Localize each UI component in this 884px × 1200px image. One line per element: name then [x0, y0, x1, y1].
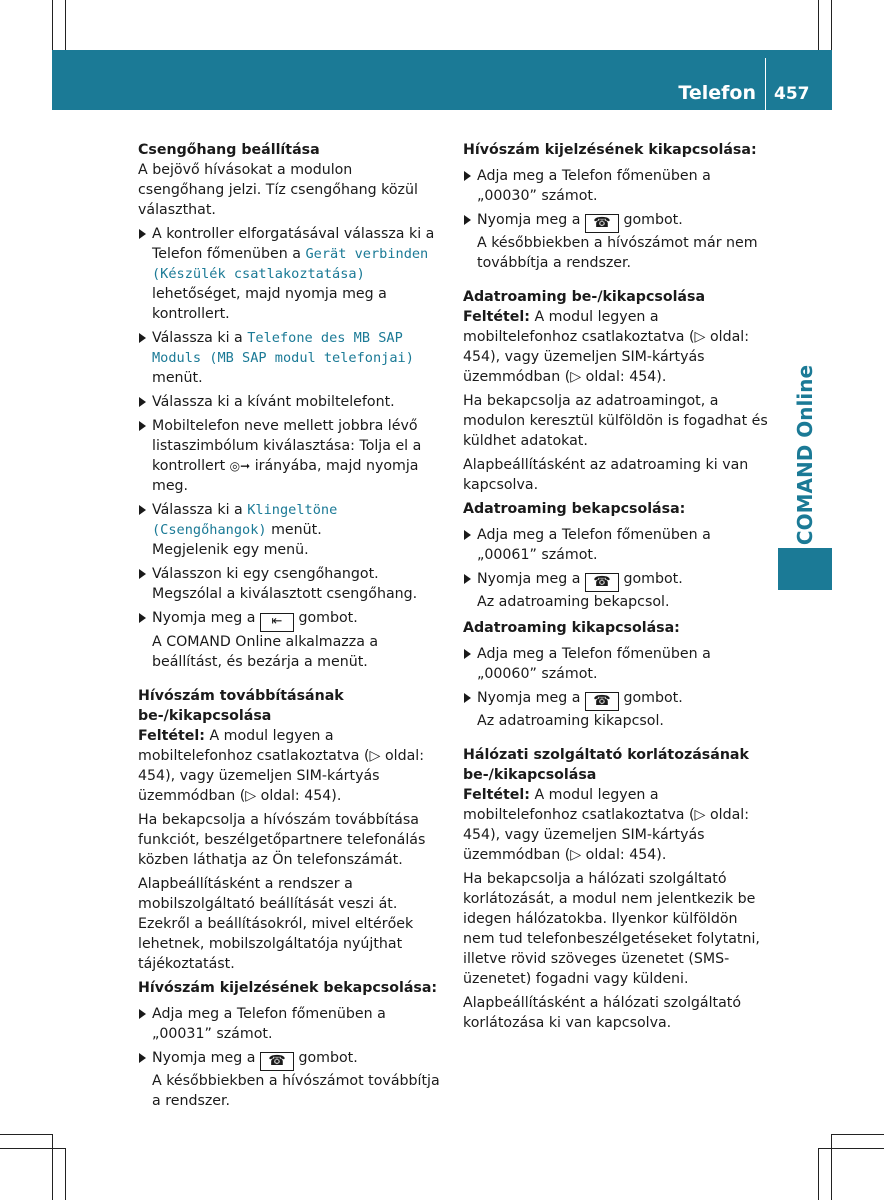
section-heading: Csengőhang beállítása	[138, 142, 320, 158]
instruction-step	[138, 416, 442, 496]
crop-mark	[818, 1148, 884, 1149]
phone-hook-icon: ☎	[585, 573, 619, 592]
crop-mark	[65, 0, 66, 50]
crop-mark	[0, 1134, 52, 1135]
paragraph	[463, 307, 769, 387]
section-heading: Adatroaming be-/kikapcsolása	[463, 289, 706, 305]
paragraph: A bejövő hívásokat a modulon csengőhang jelzi. Tíz csengőhang közül választhat.	[138, 162, 418, 218]
chapter-title: Telefon	[678, 82, 756, 104]
step-text: irányába, majd nyomja meg.	[152, 458, 419, 494]
crop-mark	[52, 0, 53, 50]
requirement-label: Feltétel:	[138, 728, 205, 744]
step-text: Válassza ki a	[152, 330, 243, 346]
step-text: Nyomja meg a	[477, 571, 581, 587]
left-column	[138, 140, 442, 1113]
menu-item-code: Klingeltöne (Csengőhangok)	[152, 502, 338, 538]
instruction-step	[463, 166, 769, 206]
instruction-step	[138, 1004, 442, 1044]
instruction-step	[463, 210, 769, 273]
side-chapter-tab	[778, 548, 832, 590]
crop-mark	[831, 0, 832, 50]
section-heading: Hívószám továbbításának be-/kikapcsolása	[138, 688, 344, 724]
step-text: gombot.	[623, 212, 683, 228]
step-text: Adja meg a Telefon főmenüben a „00060” számot.	[477, 646, 711, 682]
step-text: menüt.	[152, 370, 203, 386]
instruction-step	[138, 500, 442, 560]
step-text: A kontroller elforgatásával válassza ki a Telefon főmenüben a	[152, 226, 435, 262]
instruction-step	[138, 564, 442, 604]
step-result: A COMAND Online alkalmazza a beállítást, és bezárja a menüt.	[152, 634, 379, 670]
crop-mark	[0, 1148, 65, 1149]
paragraph	[138, 726, 442, 806]
crop-mark	[818, 1148, 819, 1200]
crop-mark	[818, 0, 819, 50]
requirement-text: A modul legyen a mobiltelefonhoz csatlakoztatva (▷ oldal: 454), vagy üzemeljen SIM-kártyás üzemmódban (▷ oldal: 454).	[463, 309, 749, 385]
instruction-step	[463, 644, 769, 684]
step-text: Adja meg a Telefon főmenüben a „00030” számot.	[477, 168, 711, 204]
section-heading: Adatroaming kikapcsolása:	[463, 620, 680, 636]
step-text: Nyomja meg a	[152, 1050, 256, 1066]
step-text: Nyomja meg a	[477, 690, 581, 706]
section-heading: Hívószám kijelzésének bekapcsolása:	[138, 980, 438, 996]
step-result: Az adatroaming kikapcsol.	[477, 713, 664, 729]
requirement-label: Feltétel:	[463, 787, 530, 803]
step-text: gombot.	[623, 690, 683, 706]
step-text: Adja meg a Telefon főmenüben a „00061” számot.	[477, 527, 711, 563]
instruction-step	[138, 328, 442, 388]
paragraph	[463, 785, 769, 865]
instruction-step	[138, 1048, 442, 1111]
paragraph: Ha bekapcsolja az adatroamingot, a modulon keresztül külföldön is fogadhat és küldhet adatokat.	[463, 393, 768, 449]
crop-mark	[52, 1134, 53, 1200]
right-column	[463, 140, 769, 1037]
instruction-step	[463, 688, 769, 731]
instruction-step	[463, 525, 769, 565]
step-result: Az adatroaming bekapcsol.	[477, 594, 670, 610]
menu-item-code: Gerät verbinden (Készülék csatlakoztatása)	[152, 246, 429, 282]
step-text: gombot.	[298, 610, 358, 626]
section-heading: Hálózati szolgáltató korlátozásának be-/kikapcsolása	[463, 747, 749, 783]
paragraph: Alapbeállításként a rendszer a mobilszolgáltató beállítását veszi át. Ezekről a beállításokról, mivel eltérőek lehetnek, mobilszolgáltatója nyújthat tájékoztatást.	[138, 876, 414, 972]
step-text: Válassza ki a kívánt mobiltelefont.	[152, 394, 395, 410]
page-number: 457	[774, 84, 810, 104]
paragraph: Alapbeállításként az adatroaming ki van kapcsolva.	[463, 457, 749, 493]
section-heading: Hívószám kijelzésének kikapcsolása:	[463, 142, 757, 158]
requirement-text: A modul legyen a mobiltelefonhoz csatlakoztatva (▷ oldal: 454), vagy üzemeljen SIM-kártyás üzemmódban (▷ oldal: 454).	[463, 787, 749, 863]
crop-mark	[831, 1134, 884, 1135]
step-text: Válasszon ki egy csengőhangot.	[152, 566, 379, 582]
paragraph: Ha bekapcsolja a hálózati szolgáltató korlátozását, a modul nem jelentkezik be idegen hálózatokba. Ilyenkor külföldön nem tud telefonbeszélgetéseket folytatni, illetve rövid szöveges üzenetet (SMS-üzenetet) fogadni vagy küldeni.	[463, 871, 760, 987]
step-text: gombot.	[623, 571, 683, 587]
step-text: Nyomja meg a	[477, 212, 581, 228]
crop-mark	[65, 1148, 66, 1200]
instruction-step	[138, 392, 442, 412]
instruction-step	[463, 569, 769, 612]
phone-hook-icon: ☎	[585, 692, 619, 711]
step-result: A későbbiekben a hívószámot továbbítja a rendszer.	[152, 1073, 440, 1109]
crop-mark	[831, 1134, 832, 1200]
instruction-step	[138, 224, 442, 324]
paragraph: Alapbeállításként a hálózati szolgáltató korlátozása ki van kapcsolva.	[463, 995, 742, 1031]
step-result: A későbbiekben a hívószámot már nem továbbítja a rendszer.	[477, 235, 758, 271]
step-text: Nyomja meg a	[152, 610, 256, 626]
requirement-label: Feltétel:	[463, 309, 530, 325]
step-text: gombot.	[298, 1050, 358, 1066]
paragraph: Ha bekapcsolja a hívószám továbbítása funkciót, beszélgetőpartnere telefonálás közben láthatja az Ön telefonszámát.	[138, 812, 426, 868]
back-arrow-icon	[260, 613, 294, 632]
section-heading: Adatroaming bekapcsolása:	[463, 501, 686, 517]
step-text: lehetőséget, majd nyomja meg a kontrollert.	[152, 286, 387, 322]
step-text: Válassza ki a	[152, 502, 243, 518]
controller-slide-icon: ◎➞	[229, 459, 251, 473]
side-chapter-label: COMAND Online	[793, 364, 817, 546]
instruction-step	[138, 608, 442, 672]
header-divider	[765, 58, 766, 110]
step-text: Adja meg a Telefon főmenüben a „00031” számot.	[152, 1006, 386, 1042]
requirement-text: A modul legyen a mobiltelefonhoz csatlakoztatva (▷ oldal: 454), vagy üzemeljen SIM-kártyás üzemmódban (▷ oldal: 454).	[138, 728, 424, 804]
phone-hook-icon: ☎	[585, 214, 619, 233]
step-result: Megszólal a kiválasztott csengőhang.	[152, 586, 418, 602]
phone-hook-icon: ☎	[260, 1052, 294, 1071]
step-result: Megjelenik egy menü.	[152, 542, 309, 558]
menu-item-code: Telefone des MB SAP Moduls (MB SAP modul telefonjai)	[152, 330, 414, 366]
step-text: menüt.	[271, 522, 322, 538]
step-text: Mobiltelefon neve mellett jobbra lévő listaszimbólum kiválasztása: Tolja el a kontrollert	[152, 418, 422, 474]
